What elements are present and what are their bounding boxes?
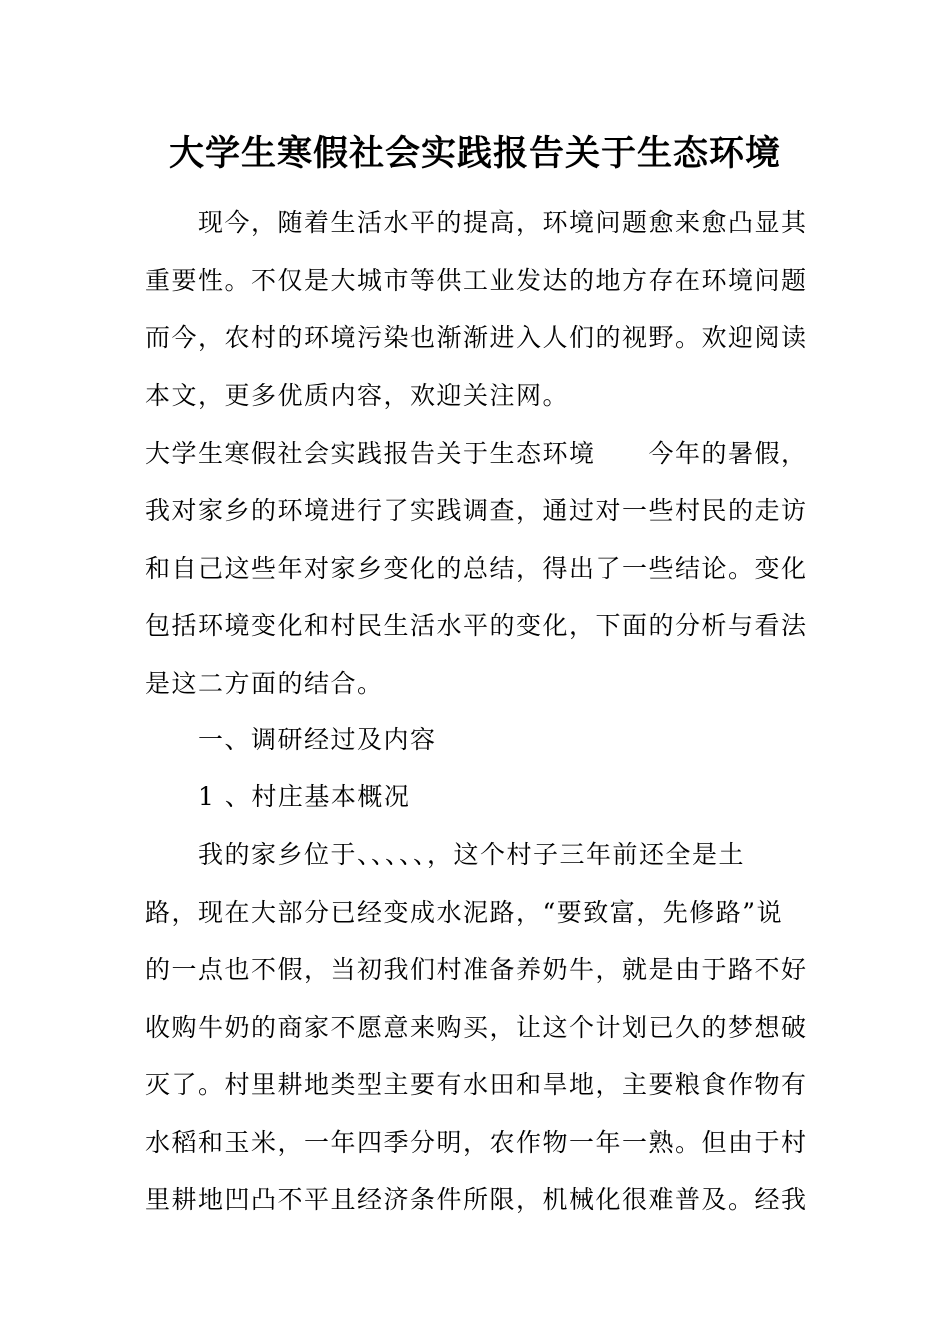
body-line: 里耕地凹凸不平且经济条件所限，机械化很难普及。经我 <box>145 1185 808 1214</box>
body-line: 路，现在大部分已经变成水泥路，“要致富，先修路”说 <box>145 898 784 927</box>
document-title: 大学生寒假社会实践报告关于生态环境 <box>168 134 781 174</box>
body-line: 而今，农村的环境污染也渐渐进入人们的视野。欢迎阅读 <box>145 323 808 352</box>
subsection-heading: 1 、村庄基本概况 <box>145 782 411 811</box>
body-line: 包括环境变化和村民生活水平的变化，下面的分析与看法 <box>145 611 808 640</box>
body-line: 收购牛奶的商家不愿意来购买，让这个计划已久的梦想破 <box>145 1013 808 1042</box>
body-line: 本文，更多优质内容，欢迎关注网。 <box>145 381 570 410</box>
body-line: 的一点也不假，当初我们村准备养奶牛，就是由于路不好 <box>145 955 808 984</box>
body-line: 现今，随着生活水平的提高，环境问题愈来愈凸显其 <box>145 208 808 237</box>
body-line: 我对家乡的环境进行了实践调查，通过对一些村民的走访 <box>145 496 808 525</box>
section-heading: 一、调研经过及内容 <box>145 725 437 754</box>
body-line: 和自己这些年对家乡变化的总结，得出了一些结论。变化 <box>145 554 808 583</box>
body-line: 重要性。不仅是大城市等供工业发达的地方存在环境问题 <box>145 266 808 295</box>
body-line: 我的家乡位于、、、、、，这个村子三年前还全是土 <box>145 840 746 869</box>
body-line: 灭了。村里耕地类型主要有水田和旱地，主要粮食作物有 <box>145 1070 808 1099</box>
body-line: 是这二方面的结合。 <box>145 669 384 698</box>
body-line: 水稻和玉米，一年四季分明，农作物一年一熟。但由于村 <box>145 1128 808 1157</box>
body-line: 大学生寒假社会实践报告关于生态环境 今年的暑假， <box>145 439 808 468</box>
